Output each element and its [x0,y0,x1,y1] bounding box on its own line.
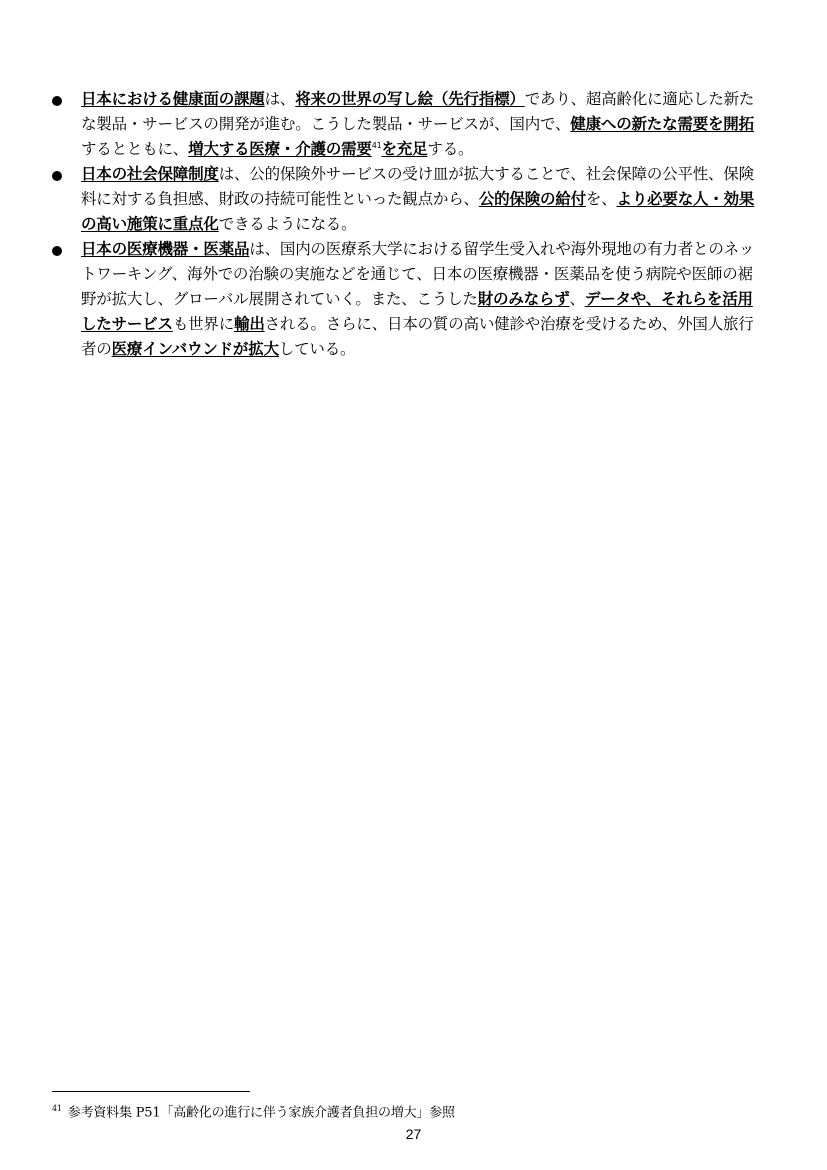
emphasized-text: 日本の医療機器・医薬品 [81,240,250,258]
emphasized-text: より必要な人・効果の高い施策に重点化 [81,190,755,233]
body-text: は、 [264,90,296,108]
emphasized-text: 輸出 [234,315,265,333]
body-text: する。 [427,140,474,158]
emphasized-text: 健康への新たな需要を開拓 [570,115,754,133]
footnote-text: 参考資料集 P51「高齢化の進行に伴う家族介護者負担の増大」参照 [67,1105,455,1121]
body-text: するとともに、 [81,140,189,158]
emphasized-text: 公的保険の給付 [478,190,586,208]
bullet-dot-icon [52,96,62,106]
footnote [52,1100,455,1122]
footnote-divider [52,1091,250,1092]
bullet-dot-icon [52,171,62,181]
emphasized-text: 増大する医療・介護の需要 [188,140,372,158]
emphasized-text: 財のみならず [477,290,570,308]
emphasized-text: を充足 [381,140,428,158]
body-text: している。 [278,340,356,358]
footnote-number: 41 [52,1104,62,1113]
body-text: は、国内の医療系大学における留学生受入れや海外現地の有力者とのネットワーキング、海外での治験の実施などを通じて、日本の医療機器・医薬品を使う病院や医師の裾野が拡大し、グローバル展開されていく。また、こうした [81,240,755,308]
footnote-reference: 41 [371,140,382,150]
emphasized-text: 医療インバウンドが拡大 [111,340,279,358]
emphasized-text: 日本における健康面の課題 [81,90,265,108]
body-text: も世界に [172,315,235,333]
bullet-item [0,87,767,162]
body-text: される。さらに、日本の質の高い健診や治療を受けるため、外国人旅行者の [81,315,754,358]
bullet-dot-icon [52,246,62,256]
page-number: 27 [405,1126,422,1142]
body-text: 、 [569,290,585,308]
body-text: であり、超高齢化に適応した新たな製品・サービスの開発が進む。こうした製品・サービスが、国内で、 [81,90,755,133]
emphasized-text: 日本の社会保障制度 [81,165,219,183]
bullet-list [0,87,827,362]
emphasized-text: 将来の世界の写し絵（先行指標） [295,90,525,108]
emphasized-text: データや、それらを活用したサービス [81,290,753,333]
body-text: を、 [585,190,617,208]
body-text: は、公的保険外サービスの受け皿が拡大することで、社会保障の公平性、保険料に対する負担感、財政の持続可能性といった観点から、 [81,165,754,208]
bullet-item [0,162,767,237]
bullet-item [0,237,767,362]
body-text: できるようになる。 [218,215,357,233]
